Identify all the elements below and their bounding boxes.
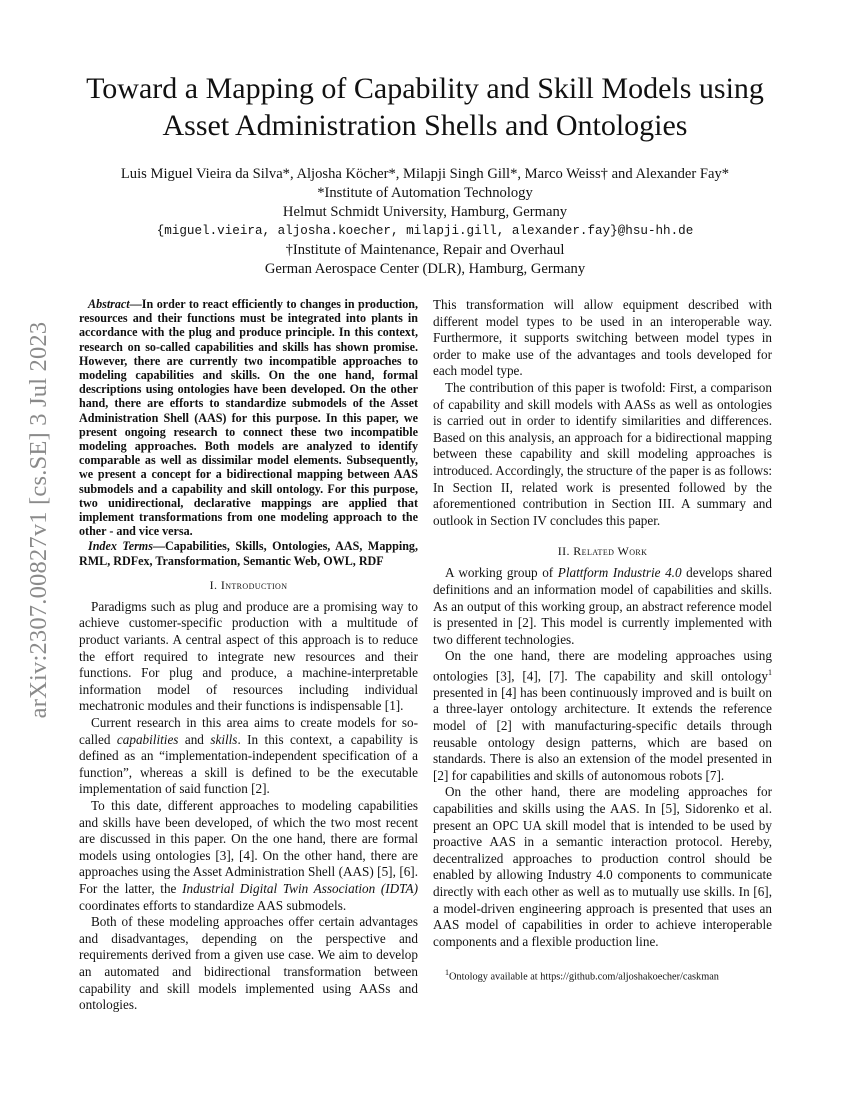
arxiv-identifier: [21, 290, 57, 750]
related-work-paragraph-1: A working group of Plattform Industrie 4.0 develops shared definitions and an information model of capabilities and skills. As an output of this working group, an abstract reference model is presented in [2]. This model is currently implemented with two different technologies.: [433, 565, 772, 647]
related-work-paragraph-2: On the one hand, there are modeling approaches using ontologies [3], [4], [7]. The capability and skill ontology$^1$ presented in [4] has been continuously improved and is built on a three-layer ontology architecture. It extends the reference model of [2] with manufacturing-specific details through reusable ontology design patterns, which are based on standards. There is also an extension of the model presented in [2] for capabilities and skills of autonomous robots [7].: [433, 648, 772, 783]
section-heading-introduction: I. Introduction: [209, 577, 288, 592]
contribution-paragraph: The contribution of this paper is twofold: First, a comparison of capability and skill models with AASs as well as ontologies is carried out in order to identify similarities and differences. Based on this analysis, an approach for a bidirectional mapping between these capability and skill modeling approaches is introduced. Accordingly, the structure of the paper is as follows: In Section II, related work is presented followed by the aforementioned contribution in Section III. A summary and outlook in Section IV concludes this paper.: [433, 379, 772, 528]
left-column: [79, 297, 418, 1014]
affiliation-1-name: *Institute of Automation Technology: [317, 185, 533, 201]
section-heading-related-work: II. Related Work: [557, 544, 648, 559]
index-terms: [79, 539, 418, 567]
intro-paragraph-1: Paradigms such as plug and produce are a promising way to achieve customer-specific production with a multitude of product variants. A central aspect of this approach is to reduce the effort required to integrate new resources and their functions. For plug and produce, a machine-interpretable information model of resources including individual mechatronic modules and their functions is indispensable [1].: [79, 598, 418, 714]
index-terms-text: —Capabilities, Skills, Ontologies, AAS, Mapping, RML, RDFex, Transformation, Semantic Web, OWL, RDF: [79, 539, 418, 568]
author-block: [60, 165, 790, 279]
abstract: [79, 297, 418, 538]
paper-title: Toward a Mapping of Capability and Skill Models using Asset Administration Shells and Ontologies: [86, 72, 764, 142]
affiliation-2-institution: German Aerospace Center (DLR), Hamburg, Germany: [264, 261, 586, 277]
footnote-marker: 1: [768, 667, 772, 677]
right-column: [433, 297, 772, 984]
intro-paragraph-2: Current research in this area aims to create models for so-called capabilities and skills. In this context, a capability is defined as an “implementation-independent specification of a function”, whereas a skill is defined to be the executable implementation of said function [2].: [79, 715, 419, 797]
footnote: $^1$Ontology available at https://github.com/aljoshakoecher/caskman: [445, 968, 719, 983]
intro-paragraph-3: To this date, different approaches to modeling capabilities and skills have been developed, of which the two most recent are discussed in this paper. On the one hand, there are formal models using ontologies [3], [4]. On the other hand, there are approaches using the Asset Administration Shell (AAS) [5], [6]. For the latter, the Industrial Digital Twin Association (IDTA) coordinates efforts to standardize AAS submodels.: [79, 797, 418, 913]
related-work-paragraph-3: On the other hand, there are modeling approaches for capabilities and skills using the AAS. In [5], Sidorenko et al. present an OPC UA skill model that is intended to be used by proactive AAS in a semantic interaction protocol. Hereby, decentralized approaches to production control should be enabled by allowing Industry 4.0 components to communicate directly with each other as well as to mutually use skills. In [6], a model-driven engineering approach is presented that uses an AAS model of capabilities in order to achieve interoperable components and a flexible production line.: [433, 784, 772, 949]
affiliation-1-institution: Helmut Schmidt University, Hamburg, Germany: [282, 204, 568, 220]
index-terms-label: Index Terms: [88, 539, 153, 554]
author-list: Luis Miguel Vieira da Silva*, Aljosha Köcher*, Milapji Singh Gill*, Marco Weiss† and Alexander Fay*: [120, 166, 730, 182]
abstract-label: Abstract: [88, 297, 130, 311]
intro-paragraph-4: Both of these modeling approaches offer certain advantages and disadvantages, depending on the perspective and requirements derived from a given use case. We aim to develop an automated and bidirectional transformation between capability and skill models implemented using AASs and ontologies.: [79, 914, 418, 1013]
affiliation-1-email: {miguel.vieira, aljosha.koecher, milapji.gill, alexander.fay}@hsu-hh.de: [156, 224, 694, 238]
affiliation-2-name: †Institute of Maintenance, Repair and Overhaul: [285, 242, 565, 258]
continued-paragraph: This transformation will allow equipment described with different model types to be used in an interoperable way. Furthermore, it supports switching between model types in order to make use of the advantages and tools developed for each model type.: [433, 297, 772, 379]
arxiv-id-text: arXiv:2307.00827v1 [cs.SE] 3 Jul 2023: [25, 321, 52, 719]
abstract-text: —In order to react efficiently to changes in production, resources and their functions must be integrated into plants in accordance with the plug and produce principle. In this context, research on so-called capabilities and skills has shown promise. However, there are currently two incompatible approaches to modeling capabilities and skills. On the one hand, formal descriptions using ontologies have been developed. On the other hand, there are efforts to standardize submodels of the Asset Administration Shell (AAS) for this purpose. In this paper, we present ongoing research to connect these two incompatible modeling approaches. Both models are analyzed to identify comparable as well as dissimilar model elements. Subsequently, we present a concept for a bidirectional mapping between AAS submodels and a capability and skill ontology. For this purpose, two unidirectional, declarative mappings are applied that implement transformations from one modeling approach to the other - and vice versa.: [79, 297, 418, 539]
